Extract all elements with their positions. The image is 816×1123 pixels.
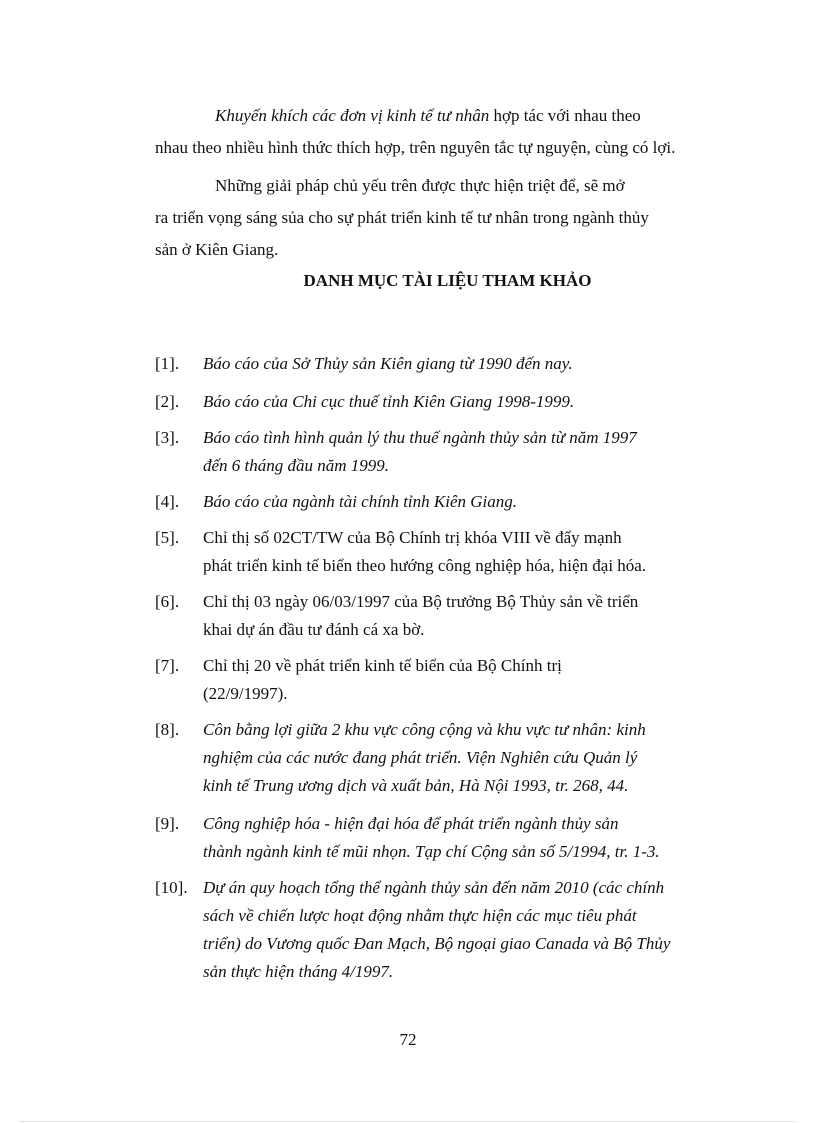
reference-text [203,652,740,708]
reference-text [203,874,740,986]
reference-line: triển) do Vương quốc Đan Mạch, Bộ ngoại giao Canada và Bộ Thủy [203,934,671,953]
reference-line: Chỉ thị 20 về phát triển kinh tế biển của Bộ Chính trị [203,656,562,675]
reference-item [155,652,740,708]
reference-text [203,524,740,580]
reference-text [203,588,740,644]
reference-item [155,524,740,580]
reference-number: [7]. [155,656,180,675]
reference-line: Báo cáo của ngành tài chính tỉnh Kiên Giang. [203,492,517,511]
reference-line: Công nghiệp hóa - hiện đại hóa để phát triển ngành thủy sản [203,814,619,833]
reference-line: kinh tế Trung ương dịch và xuất bản, Hà Nội 1993, tr. 268, 44. [203,776,629,795]
reference-text [203,388,740,416]
reference-number: [3]. [155,428,180,447]
reference-text [203,716,740,800]
reference-number: [8]. [155,720,180,739]
paragraph-line: nhau theo nhiều hình thức thích hợp, trên nguyên tắc tự nguyện, cùng có lợi. [155,138,676,157]
reference-text [203,488,740,516]
reference-text [203,424,740,480]
paragraph-line: Những giải pháp chủ yếu trên được thực hiện triệt để, sẽ mở [215,176,625,195]
reference-line: sản thực hiện tháng 4/1997. [203,962,394,981]
page-number: 72 [399,1030,417,1049]
reference-line: thành ngành kinh tế mũi nhọn. Tạp chí Cộng sản số 5/1994, tr. 1-3. [203,842,660,861]
reference-item [155,388,740,416]
reference-line: Báo cáo tình hình quản lý thu thuế ngành thủy sản từ năm 1997 [203,428,637,447]
reference-line: nghiệm của các nước đang phát triển. Viện Nghiên cứu Quản lý [203,748,638,767]
reference-line: Báo cáo của Sở Thủy sản Kiên giang từ 1990 đến nay. [203,354,573,373]
reference-item [155,350,740,378]
reference-line: phát triển kinh tế biển theo hướng công nghiệp hóa, hiện đại hóa. [203,556,647,575]
reference-number: [2]. [155,392,180,411]
reference-text [203,350,740,378]
reference-line: Báo cáo của Chi cục thuế tỉnh Kiên Giang 1998-1999. [203,392,575,411]
reference-item [155,716,740,800]
reference-number: [4]. [155,492,180,511]
reference-line: Chỉ thị số 02CT/TW của Bộ Chính trị khóa VIII về đẩy mạnh [203,528,622,547]
reference-line: Côn bằng lợi giữa 2 khu vực công cộng và khu vực tư nhân: kinh [203,720,646,739]
reference-number: [10]. [155,878,188,897]
reference-item [155,810,740,866]
reference-line: Chỉ thị 03 ngày 06/03/1997 của Bộ trưởng Bộ Thủy sản về triển [203,592,639,611]
reference-line: (22/9/1997). [203,684,288,703]
reference-line: sách về chiến lược hoạt động nhằm thực hiện các mục tiêu phát [203,906,637,925]
reference-number: [5]. [155,528,180,547]
page-bottom-border [20,1121,796,1122]
references-heading: DANH MỤC TÀI LIỆU THAM KHẢO [303,271,592,290]
paragraph-line: ra triển vọng sáng sủa cho sự phát triển kinh tế tư nhân trong ngành thủy [155,208,649,227]
reference-line: Dự án quy hoạch tổng thể ngành thủy sản đến năm 2010 (các chính [203,878,665,897]
reference-item [155,424,740,480]
paragraph-cooperation [155,100,740,164]
reference-line: khai dự án đầu tư đánh cá xa bờ. [203,620,425,639]
reference-text [203,810,740,866]
reference-item [155,488,740,516]
reference-item [155,874,740,986]
paragraph-solutions [155,170,740,266]
reference-number: [1]. [155,354,180,373]
paragraph-line: sản ở Kiên Giang. [155,240,279,259]
reference-item [155,588,740,644]
reference-number: [6]. [155,592,180,611]
reference-number: [9]. [155,814,180,833]
reference-line: đến 6 tháng đầu năm 1999. [203,456,390,475]
paragraph-line: Khuyến khích các đơn vị kinh tế tư nhân hợp tác với nhau theo [215,106,641,125]
